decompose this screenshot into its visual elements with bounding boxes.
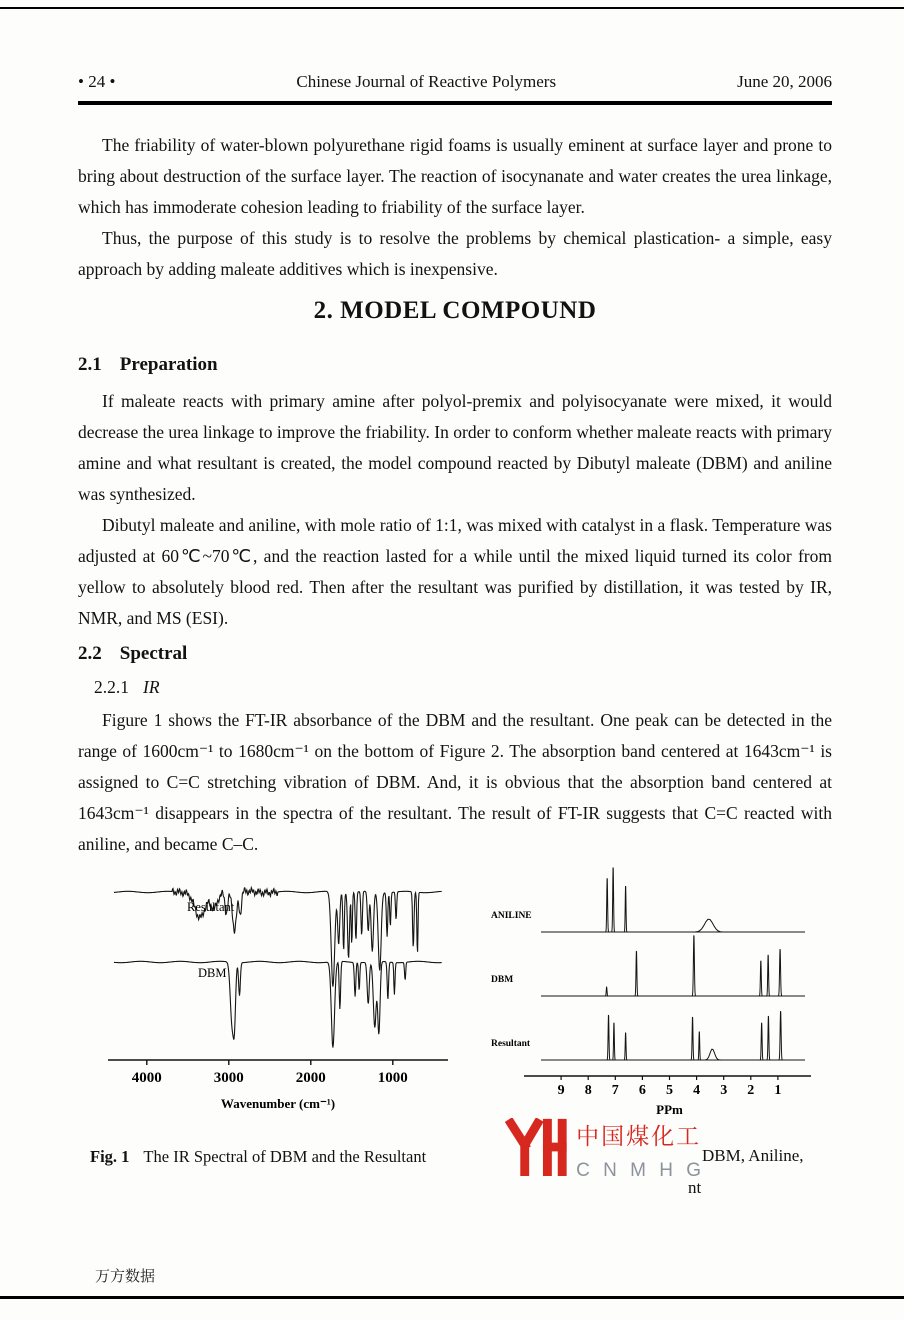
intro-paragraph-2: Thus, the purpose of this study is to resolve the problems by chemical plastication- a simple, easy approach by adding maleate additives which is inexpensive. bbox=[78, 228, 832, 279]
ir-trace-label-dbm: DBM bbox=[198, 966, 227, 980]
ir-x-tick-label: 3000 bbox=[213, 1070, 244, 1086]
figure2-nmr-chart bbox=[489, 864, 819, 1119]
nmr-peak-resultant bbox=[691, 1017, 695, 1060]
nmr-peak-resultant bbox=[624, 1033, 627, 1060]
cnmhg-watermark bbox=[505, 1118, 705, 1182]
nmr-x-tick-label: 6 bbox=[638, 1083, 646, 1098]
subsection-2-2-title: Spectral bbox=[119, 643, 188, 664]
ir-trace-label-resultant: Resultant bbox=[187, 900, 235, 914]
journal-title: Chinese Journal of Reactive Polymers bbox=[296, 72, 557, 91]
nmr-x-tick-label: 9 bbox=[557, 1083, 565, 1098]
page-content bbox=[78, 72, 832, 1169]
nmr-trace-label-resultant: Resultant bbox=[491, 1039, 531, 1049]
nmr-peak-aniline bbox=[611, 868, 615, 933]
nmr-x-tick-label: 7 bbox=[611, 1083, 619, 1098]
nmr-peak-aniline bbox=[605, 878, 609, 932]
scan-edge-top bbox=[0, 7, 904, 9]
intro-paragraph-1: The friability of water-blown polyurethane rigid foams is usually eminent at surface layer and prone to bring about destruction of the surface layer. The reaction of isocynanate and water creates the urea linkage, which has immoderate cohesion leading to friability of the surface layer. bbox=[78, 135, 832, 217]
nmr-x-axis-title: PPm bbox=[656, 1102, 683, 1116]
nmr-peak-dbm bbox=[778, 949, 782, 996]
figure2-caption-fragment-2: nt bbox=[688, 1178, 702, 1197]
nmr-x-tick-label: 8 bbox=[584, 1083, 592, 1098]
subsection-2-1-heading bbox=[78, 352, 832, 378]
nmr-peak-dbm bbox=[605, 987, 608, 996]
nmr-peak-resultant bbox=[607, 1015, 611, 1060]
subsection-2-1-title: Preparation bbox=[119, 354, 218, 375]
nmr-peak-aniline bbox=[691, 919, 726, 932]
cnmhg-logo-icon bbox=[505, 1118, 568, 1176]
ir-x-tick-label: 1000 bbox=[377, 1070, 408, 1086]
wanfang-data-watermark: 万方数据 bbox=[95, 1267, 156, 1285]
nmr-peak-resultant bbox=[703, 1049, 722, 1060]
subsection-2-2-heading bbox=[78, 641, 832, 667]
nmr-x-tick-label: 5 bbox=[666, 1083, 673, 1098]
preparation-paragraph-2: Dibutyl maleate and aniline, with mole ratio of 1:1, was mixed with catalyst in a flask. Temperature was adjusted at 60℃~70℃, and the reaction lasted for a while until the mixed liquid turned its color from yellow to absolutely blood red. Then after the resultant was purified by distillation, it was tested by IR, NMR, and MS (ESI). bbox=[78, 515, 832, 628]
watermark-texts bbox=[576, 1118, 705, 1182]
ir-spectrum-plot bbox=[84, 864, 479, 1116]
ir-discussion-paragraph: Figure 1 shows the FT-IR absorbance of the DBM and the resultant. One peak can be detected in the range of 1600cm⁻¹ to 1680cm⁻¹ on the bottom of Figure 2. The absorption band centered at 1643cm⁻¹ is assigned to C=C stretching vibration of DBM. And, it is obvious that the absorption band centered at 1643cm⁻¹ disappears in the spectra of the resultant. The result of FT-IR suggests that C=C reacted with aniline, and became C–C. bbox=[78, 710, 832, 854]
subsection-2-2-number: 2.2 bbox=[78, 643, 102, 664]
nmr-peak-aniline bbox=[624, 886, 627, 932]
nmr-peak-resultant bbox=[760, 1023, 764, 1060]
nmr-peak-dbm bbox=[635, 951, 639, 996]
header-rule bbox=[78, 101, 832, 105]
subsection-2-1-number: 2.1 bbox=[78, 354, 102, 375]
ir-x-tick-label: 2000 bbox=[295, 1070, 326, 1086]
watermark-latin-text: C N M H G bbox=[576, 1160, 705, 1181]
figure2-caption-fragment-1: DBM, Aniline, bbox=[702, 1146, 804, 1165]
nmr-peak-dbm bbox=[759, 961, 763, 996]
nmr-peak-dbm bbox=[692, 935, 696, 996]
nmr-peak-resultant bbox=[698, 1032, 701, 1060]
scan-edge-bottom bbox=[0, 1296, 904, 1299]
page-header bbox=[78, 72, 832, 94]
page-number: • 24 • bbox=[78, 72, 116, 91]
subsection-2-2-1-number: 2.2.1 bbox=[94, 677, 129, 697]
nmr-x-tick-label: 4 bbox=[693, 1083, 701, 1098]
figure1-ir-chart bbox=[84, 864, 479, 1119]
ir-trace-dbm bbox=[114, 961, 442, 1047]
nmr-peak-resultant bbox=[612, 1023, 615, 1060]
nmr-x-tick-label: 2 bbox=[747, 1083, 755, 1098]
figure1-caption-label: Fig. 1 bbox=[90, 1147, 130, 1166]
nmr-trace-label-aniline: ANILINE bbox=[491, 911, 532, 921]
subsection-2-2-1-heading bbox=[78, 675, 832, 699]
figure1-caption-text: The IR Spectral of DBM and the Resultant bbox=[143, 1147, 427, 1166]
nmr-spectrum-plot bbox=[489, 864, 819, 1116]
ir-x-tick-label: 4000 bbox=[131, 1070, 162, 1086]
nmr-x-tick-label: 1 bbox=[774, 1083, 782, 1098]
issue-date: June 20, 2006 bbox=[737, 72, 832, 91]
section-title: 2. MODEL COMPOUND bbox=[313, 297, 597, 324]
ir-x-axis-title: Wavenumber (cm⁻¹) bbox=[220, 1096, 336, 1111]
nmr-peak-resultant bbox=[767, 1016, 771, 1060]
nmr-x-tick-label: 3 bbox=[720, 1083, 728, 1098]
figures-row bbox=[78, 864, 832, 1119]
watermark-chinese-text: 中国煤化工 bbox=[576, 1124, 702, 1150]
preparation-paragraph-1: If maleate reacts with primary amine after polyol-premix and polyisocyanate were mixed, it would decrease the urea linkage to improve the friability. In order to conform whether maleate reacts with primary amine and what resultant is created, the model compound reacted by Dibutyl maleate (DBM) and aniline was synthesized. bbox=[78, 391, 832, 504]
nmr-trace-label-dbm: DBM bbox=[491, 975, 514, 985]
ir-trace-resultant bbox=[114, 888, 442, 987]
nmr-peak-resultant bbox=[779, 1011, 783, 1060]
subsection-2-2-1-title: IR bbox=[143, 677, 160, 697]
nmr-peak-dbm bbox=[766, 955, 770, 996]
